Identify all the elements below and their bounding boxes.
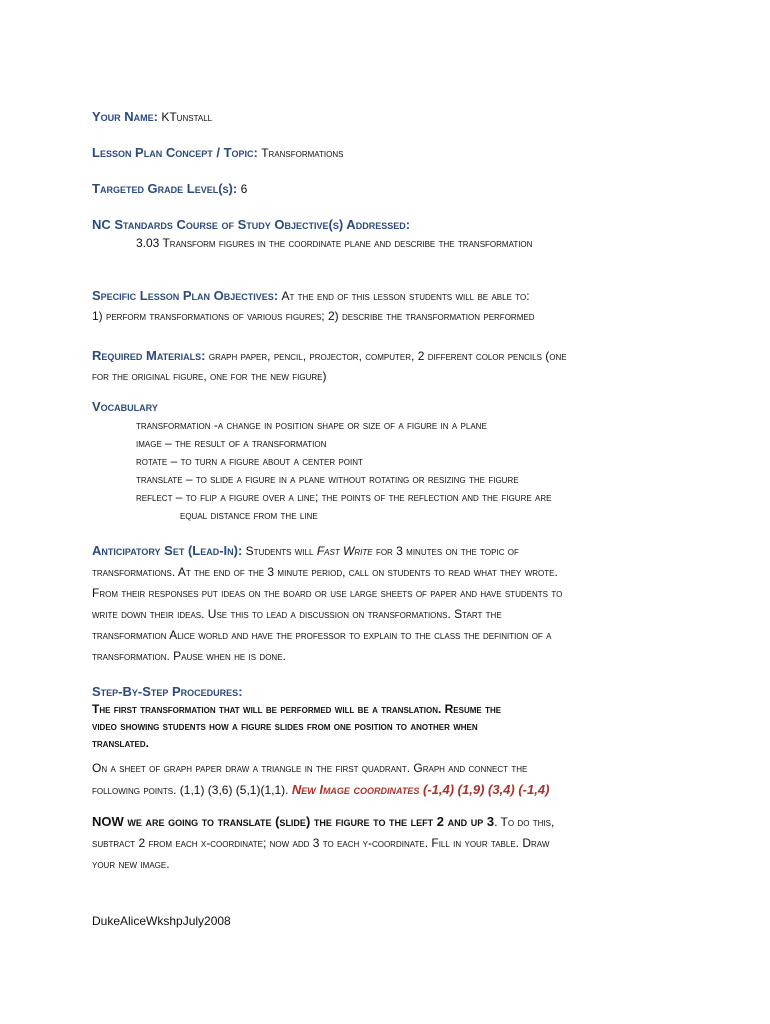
objectives-list: 1) perform transformations of various figures; 2) describe the transformation performed xyxy=(92,309,535,323)
lesson-topic-field xyxy=(92,144,692,162)
vocab-item: image – the result of a transformation xyxy=(136,436,327,450)
standards-item: 3.03 Transform figures in the coordinate plane and describe the transformation xyxy=(136,236,533,250)
anticipatory-line: transformation. Pause when he is done. xyxy=(92,649,286,663)
your-name-label: Your Name: xyxy=(92,109,158,124)
anticipatory-text: for 3 minutes on the topic of xyxy=(375,544,519,558)
grade-level-value: 6 xyxy=(240,182,248,196)
procedure-points: following points. (1,1) (3,6) (5,1)(1,1). xyxy=(92,783,289,797)
new-image-coordinates: New Image coordinates (-1,4) (1,9) (3,4) (-1,4) xyxy=(291,782,550,797)
now-translate-instruction: NOW we are going to translate (slide) the figure to the left 2 and up 3 xyxy=(92,814,495,829)
vocabulary-label: Vocabulary xyxy=(92,399,158,414)
materials-label: Required Materials: xyxy=(92,348,206,363)
grade-level-label: Targeted Grade Level(s): xyxy=(92,181,238,196)
your-name-field xyxy=(92,108,692,126)
procedure-bold-line: translated. xyxy=(92,736,149,750)
procedure-line: On a sheet of graph paper draw a triangle in the first quadrant. Graph and connect the xyxy=(92,761,528,775)
anticipatory-line: From their responses put ideas on the board or use large sheets of paper and have students to xyxy=(92,586,563,600)
procedure-line: subtract 2 from each x-coordinate; now add 3 to each y-coordinate. Fill in your table. Draw xyxy=(92,836,550,850)
anticipatory-line: transformation Alice world and have the professor to explain to the class the definition of a xyxy=(92,628,552,642)
materials-line1: graph paper, pencil, projector, computer, 2 different color pencils (one xyxy=(208,349,567,363)
grade-level-field xyxy=(92,180,692,198)
anticipatory-line: transformations. At the end of the 3 minute period, call on students to read what they wrote. xyxy=(92,565,558,579)
anticipatory-text: Students will xyxy=(245,544,314,558)
anticipatory-label: Anticipatory Set (Lead-In): xyxy=(92,543,243,558)
fast-write-term: Fast Write xyxy=(316,544,373,558)
standards-section xyxy=(92,216,692,252)
procedure-bold-line: The first transformation that will be performed will be a translation. Resume the xyxy=(92,702,502,716)
objectives-label: Specific Lesson Plan Objectives: xyxy=(92,288,279,303)
anticipatory-section xyxy=(92,540,692,667)
procedure-line: your new image. xyxy=(92,857,170,871)
procedures-section xyxy=(92,683,692,875)
materials-line2: for the original figure, one for the new figure) xyxy=(92,369,327,383)
vocab-item-continuation: equal distance from the line xyxy=(180,508,318,522)
lesson-plan-page xyxy=(92,108,692,875)
vocab-item: rotate – to turn a figure about a center point xyxy=(136,454,363,468)
procedure-bold-line: video showing students how a figure slides from one position to another when xyxy=(92,719,478,733)
vocab-item: transformation -a change in position shape or size of a figure in a plane xyxy=(136,418,487,432)
materials-section xyxy=(92,346,692,386)
now-translate-rest: . To do this, xyxy=(494,815,555,829)
anticipatory-line: write down their ideas. Use this to lead a discussion on transformations. Start the xyxy=(92,607,502,621)
objectives-intro: At the end of this lesson students will be able to: xyxy=(281,289,530,303)
standards-label: NC Standards Course of Study Objective(s) Addressed: xyxy=(92,217,411,232)
objectives-section xyxy=(92,286,692,326)
vocab-item: translate – to slide a figure in a plane without rotating or resizing the figure xyxy=(136,472,519,486)
document-footer: DukeAliceWkshpJuly2008 xyxy=(92,914,231,928)
procedures-label: Step-By-Step Procedures: xyxy=(92,684,243,699)
your-name-value: KTunstall xyxy=(161,110,213,124)
lesson-topic-label: Lesson Plan Concept / Topic: xyxy=(92,145,258,160)
vocab-item: reflect – to flip a figure over a line; the points of the reflection and the figure are xyxy=(136,490,552,504)
lesson-topic-value: Transformations xyxy=(261,146,344,160)
vocabulary-section xyxy=(92,398,692,524)
